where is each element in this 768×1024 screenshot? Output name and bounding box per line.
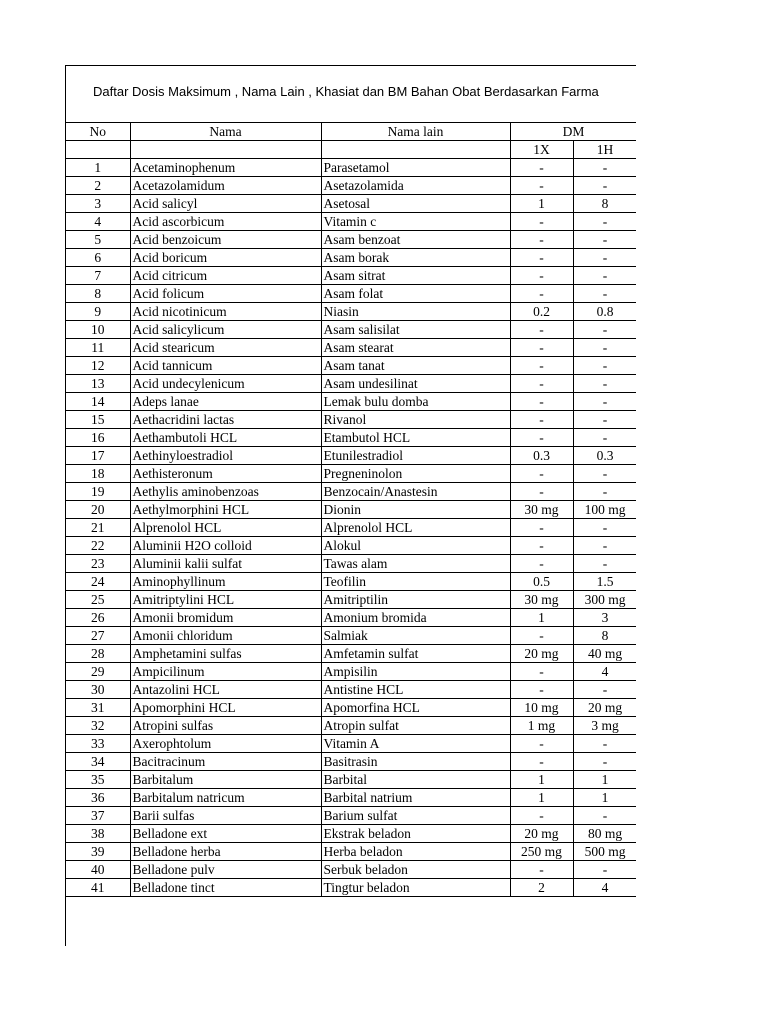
- cell-dm-1x: -: [510, 465, 573, 483]
- cell-no: 24: [66, 573, 130, 591]
- cell-nama: Acid salicylicum: [130, 321, 321, 339]
- cell-dm-1h: -: [573, 861, 636, 879]
- cell-nama-lain: Asam salisilat: [321, 321, 510, 339]
- cell-nama-lain: Antistine HCL: [321, 681, 510, 699]
- cell-nama-lain: Barbital natrium: [321, 789, 510, 807]
- table-row: [66, 339, 636, 357]
- cell-no: 22: [66, 537, 130, 555]
- cell-no: 18: [66, 465, 130, 483]
- table-row: [66, 519, 636, 537]
- cell-nama-lain: Pregneninolon: [321, 465, 510, 483]
- cell-nama-lain: Teofilin: [321, 573, 510, 591]
- table-row: [66, 591, 636, 609]
- cell-nama-lain: Asam tanat: [321, 357, 510, 375]
- cell-nama-lain: Etambutol HCL: [321, 429, 510, 447]
- cell-dm-1x: -: [510, 483, 573, 501]
- cell-dm-1x: 1: [510, 771, 573, 789]
- cell-dm-1x: 0.5: [510, 573, 573, 591]
- cell-dm-1h: -: [573, 483, 636, 501]
- cell-dm-1h: 8: [573, 195, 636, 213]
- table-row: [66, 807, 636, 825]
- cell-dm-1h: -: [573, 735, 636, 753]
- cell-nama-lain: Asam undesilinat: [321, 375, 510, 393]
- cell-no: 32: [66, 717, 130, 735]
- cell-nama: Acid nicotinicum: [130, 303, 321, 321]
- cell-dm-1x: 0.2: [510, 303, 573, 321]
- cell-nama-lain: Amonium bromida: [321, 609, 510, 627]
- cell-nama: Acid boricum: [130, 249, 321, 267]
- table-row: [66, 825, 636, 843]
- page-title: Daftar Dosis Maksimum , Nama Lain , Khasiat dan BM Bahan Obat Berdasarkan Farma: [93, 84, 599, 99]
- cell-no: 6: [66, 249, 130, 267]
- cell-nama-lain: Vitamin A: [321, 735, 510, 753]
- cell-nama-lain: Asam folat: [321, 285, 510, 303]
- cell-dm-1h: 1.5: [573, 573, 636, 591]
- cell-nama-lain: Basitrasin: [321, 753, 510, 771]
- cell-dm-1x: 1 mg: [510, 717, 573, 735]
- table-row: [66, 213, 636, 231]
- cell-no: 5: [66, 231, 130, 249]
- cell-dm-1h: 1: [573, 771, 636, 789]
- header-no: No: [66, 123, 130, 141]
- cell-dm-1x: 30 mg: [510, 591, 573, 609]
- cell-dm-1x: 1: [510, 195, 573, 213]
- cell-dm-1h: -: [573, 753, 636, 771]
- table-row: [66, 501, 636, 519]
- cell-nama-lain: Barium sulfat: [321, 807, 510, 825]
- table-row: [66, 447, 636, 465]
- cell-nama-lain: Alprenolol HCL: [321, 519, 510, 537]
- cell-dm-1h: -: [573, 357, 636, 375]
- cell-nama: Aethylmorphini HCL: [130, 501, 321, 519]
- cell-dm-1h: -: [573, 231, 636, 249]
- table-row: [66, 663, 636, 681]
- cell-no: 17: [66, 447, 130, 465]
- cell-dm-1x: -: [510, 375, 573, 393]
- cell-nama: Barii sulfas: [130, 807, 321, 825]
- cell-dm-1h: 3 mg: [573, 717, 636, 735]
- cell-no: 12: [66, 357, 130, 375]
- cell-dm-1x: 20 mg: [510, 645, 573, 663]
- table-row: [66, 159, 636, 177]
- cell-nama-lain: Serbuk beladon: [321, 861, 510, 879]
- header-dm-1h: 1H: [573, 141, 636, 159]
- cell-nama-lain: Barbital: [321, 771, 510, 789]
- table-row: [66, 195, 636, 213]
- cell-no: 19: [66, 483, 130, 501]
- table-row: [66, 843, 636, 861]
- subheader-empty: [66, 141, 130, 159]
- cell-dm-1h: -: [573, 159, 636, 177]
- cell-nama-lain: Benzocain/Anastesin: [321, 483, 510, 501]
- cell-no: 26: [66, 609, 130, 627]
- cell-dm-1h: -: [573, 429, 636, 447]
- cell-nama-lain: Rivanol: [321, 411, 510, 429]
- cell-dm-1x: -: [510, 159, 573, 177]
- cell-nama: Atropini sulfas: [130, 717, 321, 735]
- cell-no: 29: [66, 663, 130, 681]
- cell-dm-1x: 250 mg: [510, 843, 573, 861]
- table-row: [66, 717, 636, 735]
- cell-nama: Alprenolol HCL: [130, 519, 321, 537]
- cell-nama: Aminophyllinum: [130, 573, 321, 591]
- table-row: [66, 699, 636, 717]
- table-row: [66, 411, 636, 429]
- cell-dm-1x: -: [510, 429, 573, 447]
- cell-nama-lain: Asam benzoat: [321, 231, 510, 249]
- table-row: [66, 465, 636, 483]
- cell-dm-1x: -: [510, 357, 573, 375]
- table-row: [66, 627, 636, 645]
- cell-dm-1x: 1: [510, 789, 573, 807]
- cell-no: 13: [66, 375, 130, 393]
- cell-nama: Acid salicyl: [130, 195, 321, 213]
- table-row: [66, 483, 636, 501]
- cell-nama-lain: Asetazolamida: [321, 177, 510, 195]
- cell-dm-1x: -: [510, 519, 573, 537]
- cell-dm-1h: -: [573, 537, 636, 555]
- cell-nama: Amphetamini sulfas: [130, 645, 321, 663]
- table-row: [66, 321, 636, 339]
- cell-nama: Belladone tinct: [130, 879, 321, 897]
- cell-nama: Apomorphini HCL: [130, 699, 321, 717]
- table-row: [66, 573, 636, 591]
- cell-no: 39: [66, 843, 130, 861]
- cell-dm-1x: 10 mg: [510, 699, 573, 717]
- cell-dm-1h: -: [573, 375, 636, 393]
- cell-dm-1h: -: [573, 249, 636, 267]
- cell-dm-1x: 30 mg: [510, 501, 573, 519]
- cell-nama-lain: Amitriptilin: [321, 591, 510, 609]
- cell-dm-1h: 0.3: [573, 447, 636, 465]
- cell-no: 3: [66, 195, 130, 213]
- cell-dm-1h: -: [573, 213, 636, 231]
- cell-no: 34: [66, 753, 130, 771]
- spreadsheet-page: [65, 65, 636, 946]
- cell-dm-1x: -: [510, 231, 573, 249]
- cell-dm-1h: -: [573, 177, 636, 195]
- table-row: [66, 789, 636, 807]
- cell-nama-lain: Etunilestradiol: [321, 447, 510, 465]
- cell-nama-lain: Asam sitrat: [321, 267, 510, 285]
- cell-no: 31: [66, 699, 130, 717]
- cell-nama-lain: Parasetamol: [321, 159, 510, 177]
- cell-dm-1h: 0.8: [573, 303, 636, 321]
- cell-nama-lain: Niasin: [321, 303, 510, 321]
- cell-dm-1x: -: [510, 627, 573, 645]
- dose-table: [66, 122, 636, 897]
- cell-no: 38: [66, 825, 130, 843]
- cell-dm-1h: 20 mg: [573, 699, 636, 717]
- cell-nama: Axerophtolum: [130, 735, 321, 753]
- cell-dm-1h: -: [573, 285, 636, 303]
- table-row: [66, 285, 636, 303]
- cell-dm-1h: -: [573, 681, 636, 699]
- cell-dm-1h: -: [573, 555, 636, 573]
- cell-no: 2: [66, 177, 130, 195]
- cell-dm-1x: -: [510, 681, 573, 699]
- cell-no: 28: [66, 645, 130, 663]
- cell-dm-1x: -: [510, 267, 573, 285]
- cell-nama: Aethinyloestradiol: [130, 447, 321, 465]
- table-row: [66, 555, 636, 573]
- cell-nama-lain: Herba beladon: [321, 843, 510, 861]
- cell-nama: Aluminii kalii sulfat: [130, 555, 321, 573]
- cell-no: 25: [66, 591, 130, 609]
- cell-dm-1h: 8: [573, 627, 636, 645]
- cell-no: 40: [66, 861, 130, 879]
- cell-no: 10: [66, 321, 130, 339]
- cell-no: 21: [66, 519, 130, 537]
- cell-nama-lain: Asam borak: [321, 249, 510, 267]
- cell-nama: Aethisteronum: [130, 465, 321, 483]
- cell-nama: Aluminii H2O colloid: [130, 537, 321, 555]
- cell-nama: Ampicilinum: [130, 663, 321, 681]
- cell-dm-1h: 300 mg: [573, 591, 636, 609]
- cell-dm-1h: 1: [573, 789, 636, 807]
- cell-dm-1h: 4: [573, 663, 636, 681]
- cell-dm-1h: -: [573, 267, 636, 285]
- header-row: [66, 123, 636, 141]
- cell-no: 8: [66, 285, 130, 303]
- cell-dm-1h: 3: [573, 609, 636, 627]
- cell-nama-lain: Tingtur beladon: [321, 879, 510, 897]
- cell-dm-1h: -: [573, 807, 636, 825]
- cell-nama: Belladone ext: [130, 825, 321, 843]
- cell-no: 15: [66, 411, 130, 429]
- table-row: [66, 393, 636, 411]
- cell-nama-lain: Alokul: [321, 537, 510, 555]
- cell-nama: Aethambutoli HCL: [130, 429, 321, 447]
- cell-dm-1x: -: [510, 321, 573, 339]
- table-row: [66, 357, 636, 375]
- table-row: [66, 303, 636, 321]
- header-nama: Nama: [130, 123, 321, 141]
- cell-no: 16: [66, 429, 130, 447]
- table-row: [66, 177, 636, 195]
- cell-dm-1h: -: [573, 321, 636, 339]
- cell-dm-1h: 40 mg: [573, 645, 636, 663]
- table-row: [66, 375, 636, 393]
- cell-dm-1x: -: [510, 861, 573, 879]
- cell-dm-1x: -: [510, 339, 573, 357]
- cell-nama-lain: Vitamin c: [321, 213, 510, 231]
- cell-dm-1x: -: [510, 807, 573, 825]
- cell-dm-1h: -: [573, 519, 636, 537]
- table-row: [66, 645, 636, 663]
- cell-nama: Antazolini HCL: [130, 681, 321, 699]
- header-nama-lain: Nama lain: [321, 123, 510, 141]
- cell-nama: Amitriptylini HCL: [130, 591, 321, 609]
- cell-nama: Belladone pulv: [130, 861, 321, 879]
- table-row: [66, 735, 636, 753]
- cell-no: 4: [66, 213, 130, 231]
- cell-dm-1x: -: [510, 285, 573, 303]
- cell-dm-1h: -: [573, 411, 636, 429]
- cell-dm-1h: 80 mg: [573, 825, 636, 843]
- cell-nama: Belladone herba: [130, 843, 321, 861]
- cell-nama-lain: Atropin sulfat: [321, 717, 510, 735]
- cell-nama-lain: Salmiak: [321, 627, 510, 645]
- header-dm-1x: 1X: [510, 141, 573, 159]
- cell-no: 37: [66, 807, 130, 825]
- cell-nama-lain: Asetosal: [321, 195, 510, 213]
- cell-dm-1h: 4: [573, 879, 636, 897]
- cell-dm-1x: 1: [510, 609, 573, 627]
- cell-no: 11: [66, 339, 130, 357]
- cell-no: 27: [66, 627, 130, 645]
- cell-no: 33: [66, 735, 130, 753]
- cell-dm-1h: -: [573, 339, 636, 357]
- cell-dm-1x: -: [510, 393, 573, 411]
- table-row: [66, 249, 636, 267]
- cell-dm-1x: -: [510, 411, 573, 429]
- cell-dm-1h: -: [573, 393, 636, 411]
- cell-nama: Bacitracinum: [130, 753, 321, 771]
- cell-no: 30: [66, 681, 130, 699]
- cell-nama: Barbitalum natricum: [130, 789, 321, 807]
- table-row: [66, 537, 636, 555]
- cell-nama: Amonii bromidum: [130, 609, 321, 627]
- cell-nama: Acid undecylenicum: [130, 375, 321, 393]
- cell-nama: Acid citricum: [130, 267, 321, 285]
- cell-nama-lain: Asam stearat: [321, 339, 510, 357]
- cell-dm-1h: 500 mg: [573, 843, 636, 861]
- cell-nama: Acid folicum: [130, 285, 321, 303]
- cell-dm-1x: -: [510, 555, 573, 573]
- cell-dm-1x: -: [510, 177, 573, 195]
- cell-no: 9: [66, 303, 130, 321]
- subheader-row: [66, 141, 636, 159]
- cell-nama: Acid stearicum: [130, 339, 321, 357]
- table-row: [66, 861, 636, 879]
- cell-nama-lain: Lemak bulu domba: [321, 393, 510, 411]
- table-body: [66, 159, 636, 897]
- cell-nama-lain: Ampisilin: [321, 663, 510, 681]
- cell-nama: Aethylis aminobenzoas: [130, 483, 321, 501]
- cell-no: 41: [66, 879, 130, 897]
- cell-nama: Acid ascorbicum: [130, 213, 321, 231]
- cell-dm-1h: 100 mg: [573, 501, 636, 519]
- cell-dm-1x: -: [510, 249, 573, 267]
- cell-no: 14: [66, 393, 130, 411]
- cell-nama: Acid benzoicum: [130, 231, 321, 249]
- table-row: [66, 681, 636, 699]
- subheader-empty: [321, 141, 510, 159]
- table-row: [66, 267, 636, 285]
- cell-no: 1: [66, 159, 130, 177]
- cell-dm-1x: 2: [510, 879, 573, 897]
- cell-dm-1h: -: [573, 465, 636, 483]
- header-dm: DM: [510, 123, 636, 141]
- cell-dm-1x: 0.3: [510, 447, 573, 465]
- cell-nama: Amonii chloridum: [130, 627, 321, 645]
- cell-nama-lain: Ekstrak beladon: [321, 825, 510, 843]
- table-row: [66, 609, 636, 627]
- cell-nama-lain: Dionin: [321, 501, 510, 519]
- cell-no: 23: [66, 555, 130, 573]
- cell-dm-1x: -: [510, 213, 573, 231]
- cell-dm-1x: -: [510, 735, 573, 753]
- table-row: [66, 879, 636, 897]
- cell-no: 20: [66, 501, 130, 519]
- cell-nama: Aethacridini lactas: [130, 411, 321, 429]
- cell-nama: Acetazolamidum: [130, 177, 321, 195]
- table-row: [66, 231, 636, 249]
- cell-nama-lain: Tawas alam: [321, 555, 510, 573]
- cell-nama: Acid tannicum: [130, 357, 321, 375]
- table-row: [66, 753, 636, 771]
- cell-dm-1x: -: [510, 537, 573, 555]
- cell-no: 35: [66, 771, 130, 789]
- cell-dm-1x: -: [510, 753, 573, 771]
- cell-no: 36: [66, 789, 130, 807]
- table-row: [66, 771, 636, 789]
- cell-nama-lain: Apomorfina HCL: [321, 699, 510, 717]
- table-row: [66, 429, 636, 447]
- cell-no: 7: [66, 267, 130, 285]
- cell-nama-lain: Amfetamin sulfat: [321, 645, 510, 663]
- subheader-empty: [130, 141, 321, 159]
- cell-nama: Acetaminophenum: [130, 159, 321, 177]
- cell-nama: Adeps lanae: [130, 393, 321, 411]
- cell-dm-1x: 20 mg: [510, 825, 573, 843]
- cell-dm-1x: -: [510, 663, 573, 681]
- cell-nama: Barbitalum: [130, 771, 321, 789]
